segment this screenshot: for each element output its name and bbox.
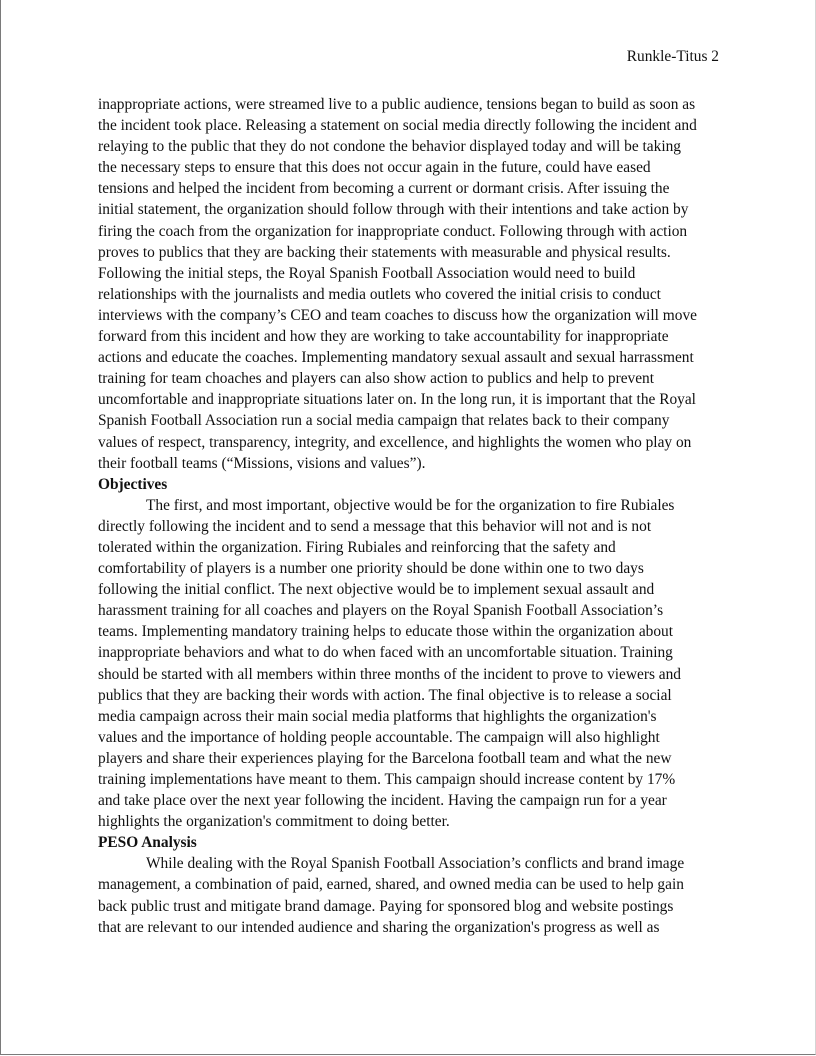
paragraph-line: forward from this incident and how they are working to take accountability for inappropriate: [98, 328, 669, 346]
paragraph-line: tensions and helped the incident from becoming a current or dormant crisis. After issuing the: [98, 180, 670, 198]
paragraph-line: training for team choaches and players can also show action to publics and help to prevent: [98, 370, 655, 388]
paragraph-line: actions and educate the coaches. Implementing mandatory sexual assault and sexual harrassment: [98, 349, 694, 367]
paragraph-line: players and share their experiences playing for the Barcelona football team and what the new: [98, 749, 672, 767]
peso-analysis-heading: PESO Analysis: [98, 834, 197, 852]
paragraph-line: publics that they are backing their words with action. The final objective is to release a social: [98, 686, 672, 704]
intro-paragraph: [98, 94, 738, 474]
objectives-paragraph: [98, 495, 738, 833]
paragraph-line: the incident took place. Releasing a statement on social media directly following the incident and: [98, 117, 697, 135]
running-head: Runkle-Titus 2: [626, 48, 719, 65]
paragraph-line: directly following the incident and to send a message that this behavior will not and is not: [98, 517, 652, 535]
paragraph-line: Following the initial steps, the Royal Spanish Football Association would need to build: [98, 264, 636, 282]
paragraph-line: While dealing with the Royal Spanish Football Association’s conflicts and brand image: [146, 855, 685, 873]
objectives-heading: Objectives: [98, 475, 168, 493]
paragraph-line: comfortability of players is a number one priority should be done within one to two days: [98, 560, 644, 578]
paragraph-line: management, a combination of paid, earned, shared, and owned media can be used to help gain: [98, 876, 684, 894]
paragraph-line: interviews with the company’s CEO and team coaches to discuss how the organization will move: [98, 306, 697, 324]
peso-paragraph: [98, 853, 738, 937]
paragraph-line: the necessary steps to ensure that this does not occur again in the future, could have eased: [98, 159, 651, 177]
paragraph-line: values of respect, transparency, integrity, and excellence, and highlights the women who play on: [98, 433, 692, 451]
paragraph-line: teams. Implementing mandatory training helps to educate those within the organization about: [98, 623, 674, 641]
paragraph-line: should be started with all members within three months of the incident to prove to viewers and: [98, 665, 682, 683]
paragraph-line: inappropriate behaviors and what to do when faced with an uncomfortable situation. Training: [98, 644, 673, 662]
paragraph-line: harassment training for all coaches and players on the Royal Spanish Football Association’s: [98, 602, 664, 620]
paragraph-line: inappropriate actions, were streamed live to a public audience, tensions began to build as soon as: [98, 96, 696, 113]
paragraph-line: values and the importance of holding people accountable. The campaign will also highlight: [98, 728, 660, 746]
paragraph-line: training implementations have meant to them. This campaign should increase content by 17%: [98, 771, 676, 788]
paragraph-line: proves to publics that they are backing their statements with measurable and physical results.: [98, 243, 671, 261]
paragraph-line: media campaign across their main social media platforms that highlights the organization's: [98, 707, 657, 725]
paragraph-line: relaying to the public that they do not condone the behavior displayed today and will be taking: [98, 138, 681, 156]
paragraph-line: their football teams (“Missions, visions and values”).: [98, 454, 426, 472]
paragraph-line: Spanish Football Association run a social media campaign that relates back to their company: [98, 412, 670, 430]
document-body: [98, 94, 738, 938]
paragraph-line: highlights the organization's commitment to doing better.: [98, 813, 450, 831]
paragraph-line: uncomfortable and inappropriate situations later on. In the long run, it is important that the Royal: [98, 391, 696, 409]
paragraph-line: that are relevant to our intended audience and sharing the organization's progress as well as: [98, 918, 660, 936]
paragraph-line: relationships with the journalists and media outlets who covered the initial crisis to conduct: [98, 285, 661, 303]
paragraph-line: tolerated within the organization. Firing Rubiales and reinforcing that the safety and: [98, 538, 616, 556]
paragraph-line: back public trust and mitigate brand damage. Paying for sponsored blog and website postings: [98, 897, 674, 915]
paragraph-line: following the initial conflict. The next objective would be to implement sexual assault and: [98, 581, 655, 599]
paragraph-line: initial statement, the organization should follow through with their intentions and take action by: [98, 201, 689, 219]
paragraph-line: and take place over the next year following the incident. Having the campaign run for a year: [98, 792, 667, 810]
paragraph-line: The first, and most important, objective would be for the organization to fire Rubiales: [146, 496, 675, 514]
paragraph-line: firing the coach from the organization for inappropriate conduct. Following through with action: [98, 222, 688, 240]
